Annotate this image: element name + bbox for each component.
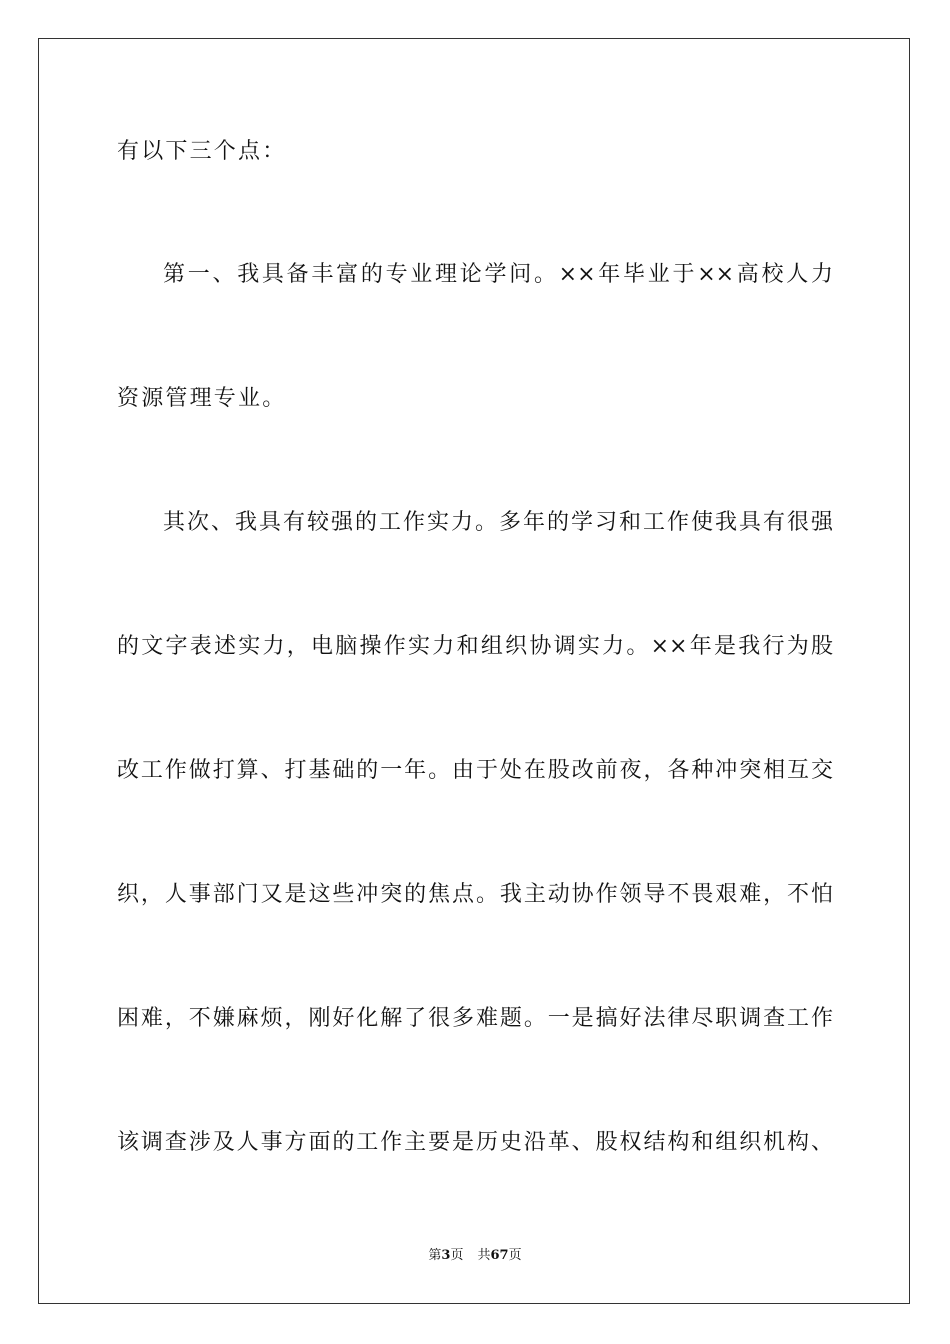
- total-suffix: 页: [508, 1248, 522, 1263]
- total-prefix: 共: [477, 1248, 491, 1263]
- paragraph-line: 困难，不嫌麻烦，刚好化解了很多难题。一是搞好法律尽职调查工作: [117, 1006, 833, 1031]
- page-footer: [0, 1247, 950, 1265]
- paragraph-line: 的文字表述实力，电脑操作实力和组织协调实力。××年是我行为股: [117, 634, 833, 659]
- paragraph-line: 该调查涉及人事方面的工作主要是历史沿革、股权结构和组织机构、: [117, 1130, 833, 1155]
- page-border: [38, 38, 910, 1304]
- paragraph-line: 第一、我具备丰富的专业理论学问。××年毕业于××高校人力: [163, 262, 833, 287]
- paragraph-line: 织，人事部门又是这些冲突的焦点。我主动协作领导不畏艰难，不怕: [117, 882, 833, 907]
- page-prefix: 第: [428, 1248, 442, 1263]
- paragraph-line: 有以下三个点：: [117, 139, 287, 164]
- paragraph-line: 资源管理专业。: [117, 386, 287, 411]
- paragraph-line: 其次、我具有较强的工作实力。多年的学习和工作使我具有很强: [163, 510, 833, 535]
- page-number: 3: [441, 1248, 451, 1263]
- paragraph-line: 改工作做打算、打基础的一年。由于处在股改前夜，各种冲突相互交: [117, 758, 833, 783]
- total-pages: 67: [490, 1248, 509, 1263]
- page-suffix: 页: [450, 1248, 464, 1263]
